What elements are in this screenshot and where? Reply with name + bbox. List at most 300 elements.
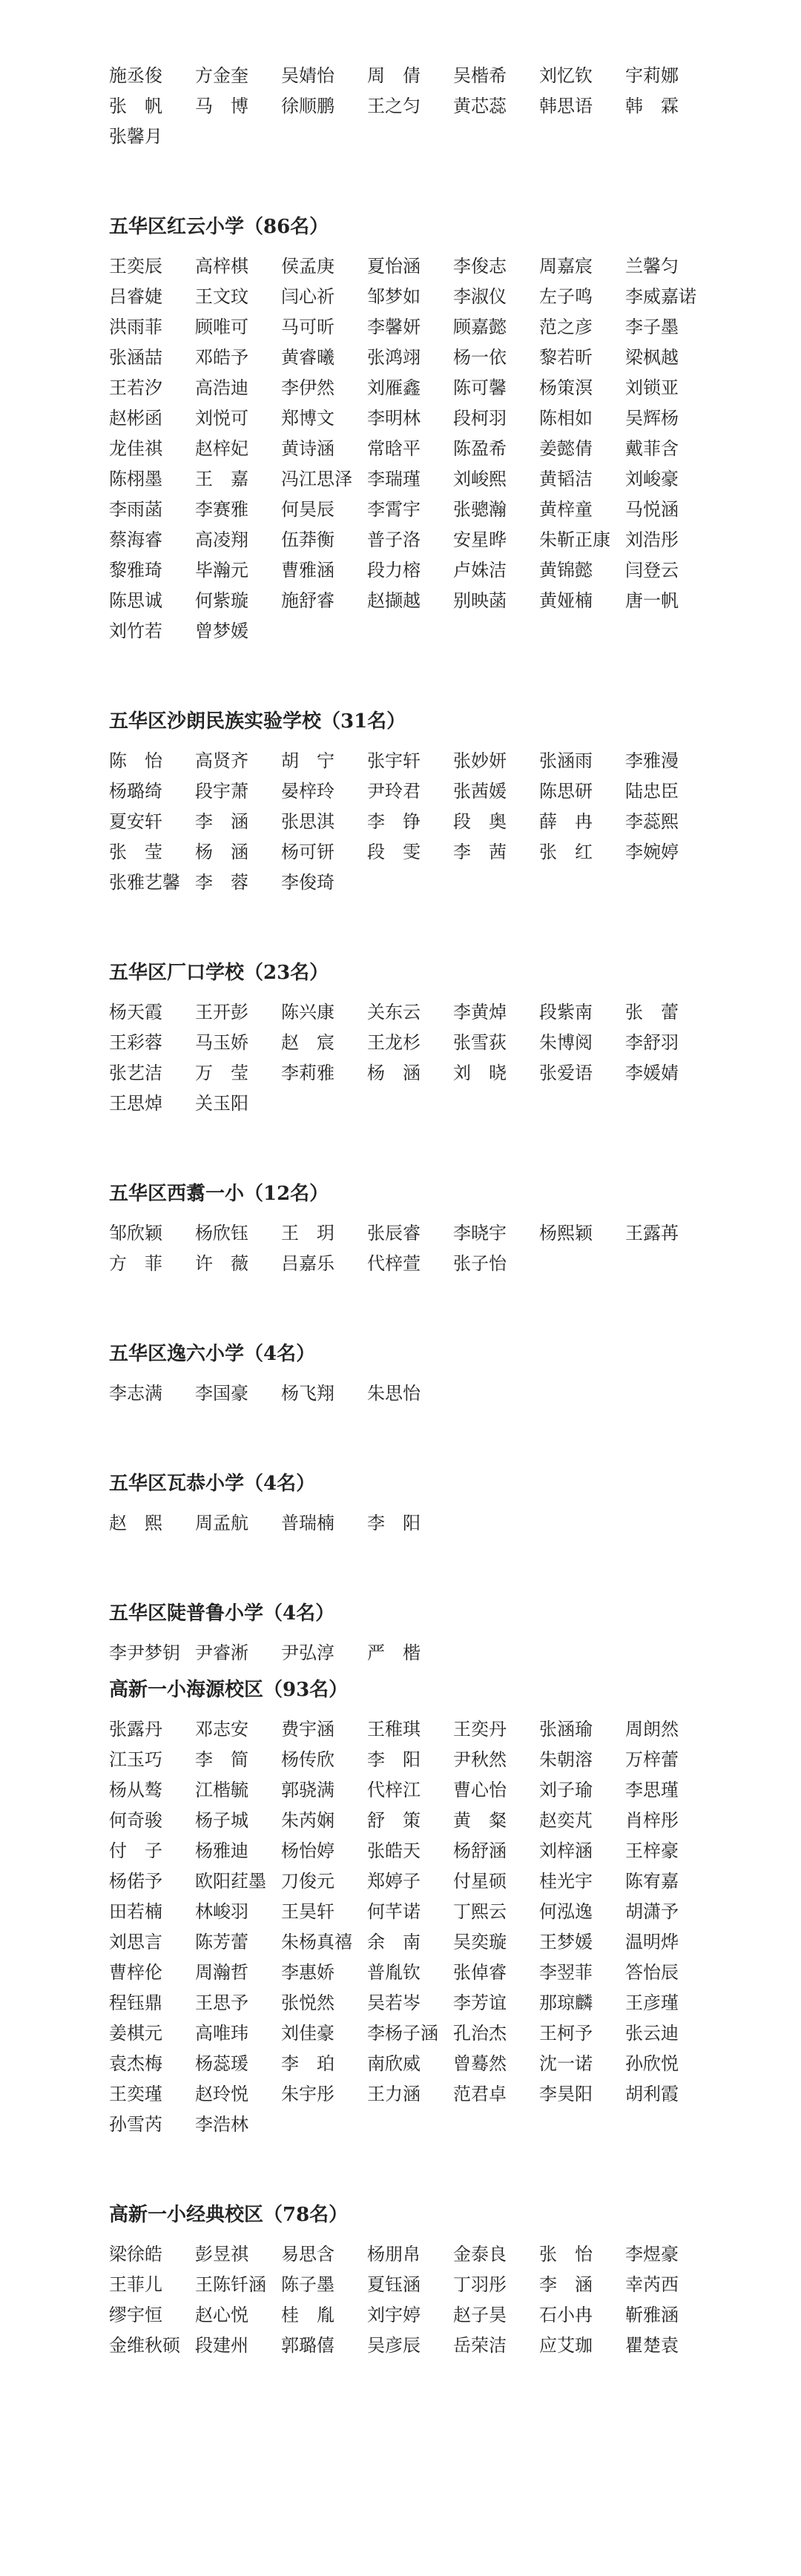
student-name: 李 涵 <box>539 2274 593 2295</box>
student-name: 杨雅迪 <box>195 1840 248 1861</box>
student-name: 郑婷子 <box>367 1871 421 1892</box>
student-name: 张妙妍 <box>453 750 507 771</box>
student-name: 施舒睿 <box>281 590 334 611</box>
student-name: 杨可钘 <box>281 842 334 862</box>
student-name: 刘子瑜 <box>539 1780 593 1800</box>
student-name: 高凌翔 <box>195 529 248 550</box>
student-name: 韩思语 <box>539 96 593 116</box>
student-name: 赵奕芃 <box>539 1810 593 1831</box>
student-name: 戴菲含 <box>625 438 679 459</box>
student-name: 卢姝洁 <box>453 560 507 581</box>
student-name: 李 茜 <box>453 842 507 862</box>
student-name: 段宇萧 <box>195 781 248 802</box>
student-name: 蔡海睿 <box>109 529 162 550</box>
name-list <box>109 1714 801 2140</box>
student-name: 李杨子涵 <box>367 2023 438 2044</box>
student-name: 王陈钎涵 <box>195 2274 266 2295</box>
student-name: 袁杰梅 <box>109 2053 162 2074</box>
student-name: 李瑞瑾 <box>367 469 421 489</box>
student-name: 李煜豪 <box>625 2244 679 2265</box>
student-name: 吴若岑 <box>367 1992 421 2013</box>
student-name: 高唯玮 <box>195 2023 248 2044</box>
student-name: 丁熙云 <box>453 1901 507 1922</box>
student-name: 尹睿淅 <box>195 1642 248 1663</box>
student-name: 张皓天 <box>367 1840 421 1861</box>
student-name: 丁羽彤 <box>453 2274 507 2295</box>
student-name: 李俊志 <box>453 256 507 277</box>
student-name: 吴楷希 <box>453 65 507 86</box>
student-name: 金维秋硕 <box>109 2335 180 2356</box>
name-list <box>109 1218 801 1279</box>
student-name: 张 莹 <box>109 842 162 862</box>
student-name: 陈思研 <box>539 781 593 802</box>
student-name: 张涵瑜 <box>539 1719 593 1740</box>
student-name: 朱杨真禧 <box>281 1932 352 1952</box>
student-name: 沈一诺 <box>539 2053 593 2074</box>
student-name: 黄诗涵 <box>281 438 334 459</box>
student-name: 李思瑾 <box>625 1780 679 1800</box>
student-name: 李舒羽 <box>625 1032 679 1053</box>
student-name: 李浩林 <box>195 2114 248 2135</box>
student-name: 毕瀚元 <box>195 560 248 581</box>
student-name: 陈盈希 <box>453 438 507 459</box>
student-name: 马悦涵 <box>625 499 679 520</box>
student-name: 舒 策 <box>367 1810 421 1831</box>
student-name: 王彩蓉 <box>109 1032 162 1053</box>
student-name: 李晓宇 <box>453 1223 507 1244</box>
student-name: 王 嘉 <box>195 469 248 489</box>
student-name: 赵玲悦 <box>195 2084 248 2104</box>
student-name: 易思含 <box>281 2244 334 2265</box>
student-name: 刘竹若 <box>109 621 162 641</box>
student-name: 刘 晓 <box>453 1063 507 1083</box>
student-name: 王文玟 <box>195 286 248 307</box>
student-name: 赵 熙 <box>109 1513 162 1533</box>
school-title: 五华区厂口学校（23名） <box>109 962 329 984</box>
name-list <box>109 997 801 1119</box>
student-name: 普瑞楠 <box>281 1513 334 1533</box>
student-name: 孔治杰 <box>453 2023 507 2044</box>
student-name: 李俊琦 <box>281 872 334 893</box>
student-name: 许 薇 <box>195 1253 248 1274</box>
student-name: 张子怡 <box>453 1253 507 1274</box>
student-name: 冯江思泽 <box>281 469 352 489</box>
student-name: 周瀚哲 <box>195 1962 248 1983</box>
student-name: 刀俊元 <box>281 1871 334 1892</box>
school-section <box>109 2201 801 2361</box>
student-name: 陈相如 <box>539 408 593 429</box>
student-name: 江楷毓 <box>195 1780 248 1800</box>
student-name: 晏梓玲 <box>281 781 334 802</box>
student-name: 陈栩墨 <box>109 469 162 489</box>
student-name: 李志满 <box>109 1383 162 1404</box>
student-name: 李 珀 <box>281 2053 334 2074</box>
school-section <box>109 1340 801 1409</box>
student-name: 张 蕾 <box>625 1002 679 1023</box>
student-name: 王奕瑾 <box>109 2084 162 2104</box>
school-section <box>109 1599 801 1668</box>
student-name: 郑博文 <box>281 408 334 429</box>
student-name: 刘锁亚 <box>625 377 679 398</box>
student-name: 欧阳荭墨 <box>195 1871 266 1892</box>
student-name: 黄娅楠 <box>539 590 593 611</box>
student-name: 杨天霞 <box>109 1002 162 1023</box>
student-name: 朱芮娴 <box>281 1810 334 1831</box>
school-title: 五华区西翥一小（12名） <box>109 1183 329 1205</box>
student-name: 李 阳 <box>367 1513 421 1533</box>
student-name: 张馨月 <box>109 126 162 147</box>
student-name: 张鸿翊 <box>367 347 421 368</box>
student-name: 桂 胤 <box>281 2305 334 2325</box>
student-name: 余 南 <box>367 1932 421 1952</box>
student-name: 李尹梦钥 <box>109 1642 180 1663</box>
student-name: 马可昕 <box>281 317 334 337</box>
student-name: 普胤钦 <box>367 1962 421 1983</box>
student-name: 张茜媛 <box>453 781 507 802</box>
school-section <box>109 213 801 647</box>
student-name: 费宇涵 <box>281 1719 334 1740</box>
student-name: 陈兴康 <box>281 1002 334 1023</box>
student-name: 闫心祈 <box>281 286 334 307</box>
student-name: 林峻羽 <box>195 1901 248 1922</box>
student-name: 张思淇 <box>281 811 334 832</box>
student-name: 曹梓伦 <box>109 1962 162 1983</box>
student-name: 那琼麟 <box>539 1992 593 2013</box>
student-name: 普子洛 <box>367 529 421 550</box>
student-name: 周 倩 <box>367 65 421 86</box>
student-name: 张倬睿 <box>453 1962 507 1983</box>
school-title: 高新一小海源校区（93名） <box>109 1679 349 1701</box>
student-name: 黄韬洁 <box>539 469 593 489</box>
student-name: 邓皓予 <box>195 347 248 368</box>
school-title: 五华区沙朗民族实验学校（31名） <box>109 710 406 733</box>
student-name: 黎雅琦 <box>109 560 162 581</box>
student-name: 陆忠臣 <box>625 781 679 802</box>
student-name: 黎若昕 <box>539 347 593 368</box>
student-name: 李赛雅 <box>195 499 248 520</box>
student-name: 段 奥 <box>453 811 507 832</box>
student-name: 范之彦 <box>539 317 593 337</box>
name-list <box>109 2239 801 2361</box>
student-name: 范君卓 <box>453 2084 507 2104</box>
student-name: 赵子昊 <box>453 2305 507 2325</box>
student-name: 王稚琪 <box>367 1719 421 1740</box>
student-name: 段柯羽 <box>453 408 507 429</box>
name-list <box>109 251 801 647</box>
student-name: 关玉阳 <box>195 1093 248 1114</box>
student-name: 张雅艺馨 <box>109 872 180 893</box>
student-name: 王梦媛 <box>539 1932 593 1952</box>
student-name: 朱靳正康 <box>539 529 610 550</box>
student-name: 刘梓涵 <box>539 1840 593 1861</box>
student-name: 段建州 <box>195 2335 248 2356</box>
student-name: 王露苒 <box>625 1223 679 1244</box>
school-title: 五华区陡普鲁小学（4名） <box>109 1602 335 1625</box>
student-name: 李雨菡 <box>109 499 162 520</box>
student-name: 王彦瑾 <box>625 1992 679 2013</box>
student-name: 夏钰涵 <box>367 2274 421 2295</box>
student-name: 张爱语 <box>539 1063 593 1083</box>
student-name: 王菲儿 <box>109 2274 162 2295</box>
student-name: 王昊轩 <box>281 1901 334 1922</box>
student-name: 曹心怡 <box>453 1780 507 1800</box>
student-name: 杨 涵 <box>195 842 248 862</box>
student-name: 别映菡 <box>453 590 507 611</box>
student-name: 伍莽衡 <box>281 529 334 550</box>
student-name: 代梓萱 <box>367 1253 421 1274</box>
student-name: 杨怡婷 <box>281 1840 334 1861</box>
school-title: 五华区瓦恭小学（4名） <box>109 1473 316 1495</box>
student-name: 刘思言 <box>109 1932 162 1952</box>
student-name: 刘雁鑫 <box>367 377 421 398</box>
student-name: 李 蓉 <box>195 872 248 893</box>
student-name: 李 铮 <box>367 811 421 832</box>
student-name: 李威嘉诺 <box>625 286 696 307</box>
student-name: 张 帆 <box>109 96 162 116</box>
student-name: 李国豪 <box>195 1383 248 1404</box>
student-name: 周朗然 <box>625 1719 679 1740</box>
school-section <box>109 1676 801 2140</box>
student-name: 孙欣悦 <box>625 2053 679 2074</box>
name-list <box>109 61 801 152</box>
student-name: 李明林 <box>367 408 421 429</box>
student-name: 杨飞翔 <box>281 1383 334 1404</box>
student-name: 段紫南 <box>539 1002 593 1023</box>
student-name: 王 玥 <box>281 1223 334 1244</box>
student-name: 张涵雨 <box>539 750 593 771</box>
student-name: 何昊辰 <box>281 499 334 520</box>
student-name: 周孟航 <box>195 1513 248 1533</box>
student-name: 薛 冉 <box>539 811 593 832</box>
student-name: 赵撷越 <box>367 590 421 611</box>
student-name: 应艾珈 <box>539 2335 593 2356</box>
student-name: 靳雅涵 <box>625 2305 679 2325</box>
student-name: 邹梦如 <box>367 286 421 307</box>
school-title: 五华区红云小学（86名） <box>109 216 329 238</box>
student-name: 李 简 <box>195 1749 248 1770</box>
student-name: 胡利霞 <box>625 2084 679 2104</box>
student-name: 徐顺鹏 <box>281 96 334 116</box>
student-name: 胡 宁 <box>281 750 334 771</box>
student-name: 马 博 <box>195 96 248 116</box>
student-name: 李淑仪 <box>453 286 507 307</box>
student-name: 张艺洁 <box>109 1063 162 1083</box>
student-name: 张 红 <box>539 842 593 862</box>
student-name: 李 涵 <box>195 811 248 832</box>
student-name: 陈子墨 <box>281 2274 334 2295</box>
student-name: 宇莉娜 <box>625 65 679 86</box>
student-name: 南欣威 <box>367 2053 421 2074</box>
student-name: 桂光宇 <box>539 1871 593 1892</box>
student-name: 李霄宇 <box>367 499 421 520</box>
student-name: 严 楷 <box>367 1642 421 1663</box>
student-name: 安星晔 <box>453 529 507 550</box>
student-name: 吴彦辰 <box>367 2335 421 2356</box>
school-title: 五华区逸六小学（4名） <box>109 1343 316 1365</box>
student-name: 张云迪 <box>625 2023 679 2044</box>
student-name: 王龙杉 <box>367 1032 421 1053</box>
student-name: 张辰睿 <box>367 1223 421 1244</box>
student-name: 高浩迪 <box>195 377 248 398</box>
student-name: 李蕊熙 <box>625 811 679 832</box>
student-name: 赵彬函 <box>109 408 162 429</box>
student-name: 付星硕 <box>453 1871 507 1892</box>
student-name: 王开彭 <box>195 1002 248 1023</box>
student-name: 邓志安 <box>195 1719 248 1740</box>
student-name: 刘悦可 <box>195 408 248 429</box>
student-name: 朱朝溶 <box>539 1749 593 1770</box>
name-list <box>109 1378 801 1409</box>
student-name: 王奕丹 <box>453 1719 507 1740</box>
student-name: 唐一帆 <box>625 590 679 611</box>
name-list <box>109 1638 801 1668</box>
student-name: 段力榕 <box>367 560 421 581</box>
student-name: 吴婧怡 <box>281 65 334 86</box>
student-name: 顾唯可 <box>195 317 248 337</box>
student-name: 刘峻豪 <box>625 469 679 489</box>
student-name: 杨策溟 <box>539 377 593 398</box>
student-name: 何紫璇 <box>195 590 248 611</box>
student-name: 刘宇婷 <box>367 2305 421 2325</box>
student-name: 曾梦媛 <box>195 621 248 641</box>
student-name: 郭骁满 <box>281 1780 334 1800</box>
student-name: 李黄焯 <box>453 1002 507 1023</box>
student-name: 刘浩彤 <box>625 529 679 550</box>
student-name: 段 雯 <box>367 842 421 862</box>
student-name: 夏安轩 <box>109 811 162 832</box>
student-name: 答怡辰 <box>625 1962 679 1983</box>
student-name: 陈芳蕾 <box>195 1932 248 1952</box>
student-name: 肖梓彤 <box>625 1810 679 1831</box>
student-name: 姜棋元 <box>109 2023 162 2044</box>
student-name: 王力涵 <box>367 2084 421 2104</box>
student-name: 何芊诺 <box>367 1901 421 1922</box>
student-name: 代梓江 <box>367 1780 421 1800</box>
student-name: 陈思诚 <box>109 590 162 611</box>
student-name: 夏怡涵 <box>367 256 421 277</box>
student-name: 程钰鼎 <box>109 1992 162 2013</box>
student-name: 温明烨 <box>625 1932 679 1952</box>
student-name: 杨朋帛 <box>367 2244 421 2265</box>
student-name: 杨从骜 <box>109 1780 162 1800</box>
school-section <box>109 1180 801 1279</box>
student-name: 张悦然 <box>281 1992 334 2013</box>
student-name: 黄 粲 <box>453 1810 507 1831</box>
student-name: 王思予 <box>195 1992 248 2013</box>
student-name: 方金奎 <box>195 65 248 86</box>
student-name: 张雪荻 <box>453 1032 507 1053</box>
student-name: 李莉雅 <box>281 1063 334 1083</box>
student-name: 邹欣颖 <box>109 1223 162 1244</box>
student-name: 梁枫越 <box>625 347 679 368</box>
student-name: 王之匀 <box>367 96 421 116</box>
student-name: 杨一依 <box>453 347 507 368</box>
student-name: 何泓逸 <box>539 1901 593 1922</box>
student-name: 李惠娇 <box>281 1962 334 1983</box>
student-name: 赵心悦 <box>195 2305 248 2325</box>
school-section <box>109 707 801 898</box>
student-name: 万 莹 <box>195 1063 248 1083</box>
student-name: 江玉巧 <box>109 1749 162 1770</box>
student-name: 张涵喆 <box>109 347 162 368</box>
student-name: 王柯予 <box>539 2023 593 2044</box>
student-name: 黄睿曦 <box>281 347 334 368</box>
student-name: 孙雪芮 <box>109 2114 162 2135</box>
name-list <box>109 746 801 898</box>
student-name: 韩 霖 <box>625 96 679 116</box>
student-name: 吕睿婕 <box>109 286 162 307</box>
student-name: 马玉娇 <box>195 1032 248 1053</box>
student-name: 李馨妍 <box>367 317 421 337</box>
student-name: 常晗平 <box>367 438 421 459</box>
student-name: 杨欣钰 <box>195 1223 248 1244</box>
student-name: 杨偌予 <box>109 1871 162 1892</box>
student-name: 李雅漫 <box>625 750 679 771</box>
student-name: 陈可馨 <box>453 377 507 398</box>
student-name: 李芳谊 <box>453 1992 507 2013</box>
student-name: 缪宇恒 <box>109 2305 162 2325</box>
student-name: 黄锦懿 <box>539 560 593 581</box>
student-name: 尹秋然 <box>453 1749 507 1770</box>
student-name: 方 菲 <box>109 1253 162 1274</box>
student-name: 梁徐皓 <box>109 2244 162 2265</box>
student-name: 赵梓妃 <box>195 438 248 459</box>
student-name: 曹雅涵 <box>281 560 334 581</box>
student-name: 田若楠 <box>109 1901 162 1922</box>
school-section <box>109 959 801 1119</box>
student-name: 王若汐 <box>109 377 162 398</box>
student-name: 刘峻熙 <box>453 469 507 489</box>
student-name: 杨璐绮 <box>109 781 162 802</box>
student-name: 施丞俊 <box>109 65 162 86</box>
student-name: 杨熙颖 <box>539 1223 593 1244</box>
student-name: 关东云 <box>367 1002 421 1023</box>
student-name: 彭昱祺 <box>195 2244 248 2265</box>
student-name: 周嘉宸 <box>539 256 593 277</box>
student-name: 张宇轩 <box>367 750 421 771</box>
student-name: 岳荣洁 <box>453 2335 507 2356</box>
student-name: 左子鸣 <box>539 286 593 307</box>
student-name: 张露丹 <box>109 1719 162 1740</box>
student-name: 黄芯蕊 <box>453 96 507 116</box>
student-name: 王梓豪 <box>625 1840 679 1861</box>
student-name: 姜懿倩 <box>539 438 593 459</box>
student-name: 李昊阳 <box>539 2084 593 2104</box>
student-name: 尹玲君 <box>367 781 421 802</box>
student-name: 李翌菲 <box>539 1962 593 1983</box>
student-name: 朱宇彤 <box>281 2084 334 2104</box>
student-name: 兰馨匀 <box>625 256 679 277</box>
student-name: 瞿楚袁 <box>625 2335 679 2356</box>
student-name: 洪雨菲 <box>109 317 162 337</box>
student-name: 李婉婷 <box>625 842 679 862</box>
student-name: 王思焯 <box>109 1093 162 1114</box>
student-name: 石小冉 <box>539 2305 593 2325</box>
student-name: 李 阳 <box>367 1749 421 1770</box>
student-name: 杨子城 <box>195 1810 248 1831</box>
student-name: 郭璐僖 <box>281 2335 334 2356</box>
student-name: 陈宥嘉 <box>625 1871 679 1892</box>
student-name: 闫登云 <box>625 560 679 581</box>
student-name: 龙佳祺 <box>109 438 162 459</box>
school-section <box>109 1470 801 1539</box>
student-name: 杨蕊瑗 <box>195 2053 248 2074</box>
student-name: 万梓蕾 <box>625 1749 679 1770</box>
student-name: 张骢瀚 <box>453 499 507 520</box>
student-name: 李子墨 <box>625 317 679 337</box>
student-name: 吴辉杨 <box>625 408 679 429</box>
student-name: 陈 怡 <box>109 750 162 771</box>
